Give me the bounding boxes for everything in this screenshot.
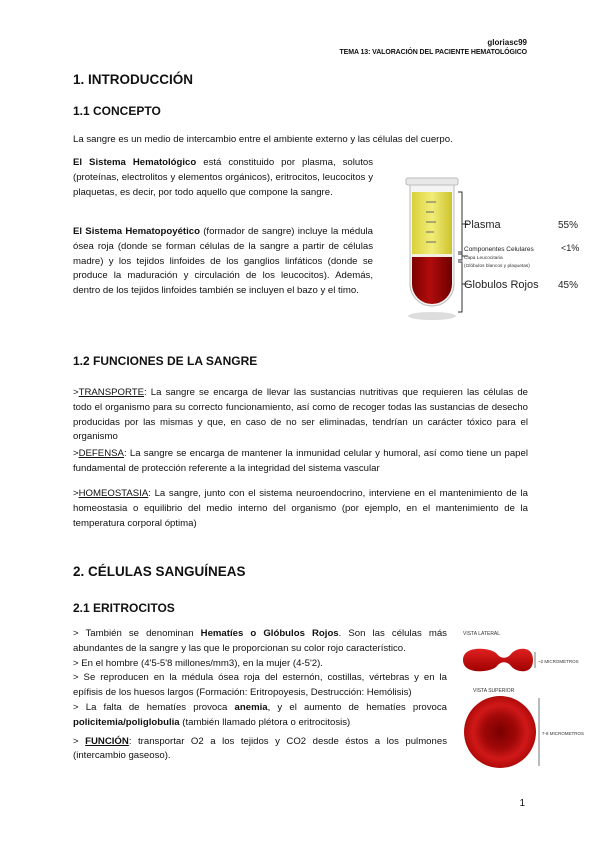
defensa-text: : La sangre se encarga de mantener la inmunidad celular y humoral, así como tiene un papel fundamental de protección referente a la integridad del sistema vascular [73, 448, 528, 474]
list-item: > También se denominan Hematíes o Glóbulos Rojos. Son las células más abundantes de la sangre y las que le proporcionan su color rojo característico. [73, 628, 447, 654]
buffy-coat-layer [412, 254, 452, 257]
red-cells-layer [412, 257, 452, 304]
superior-size-label: 7-8 MICROMETROS [542, 731, 585, 736]
hemato-paragraph [73, 156, 373, 200]
cells-sublabel-2: (Glóbulos blancos y plaquetas) [464, 264, 530, 269]
cells-percent: <1% [561, 243, 580, 253]
defensa-term: DEFENSA [78, 448, 124, 459]
homeostasia-paragraph: >HOMEOSTASIA: La sangre, junto con el sistema neuroendocrino, interviene en el mantenimiento de la homeostasia o equilibrio del medio interno del organismo (por ejemplo, en el mantenimiento de la temperatura corporal óptima) [73, 488, 528, 529]
list-item: > Se reproducen en la médula ósea roja del esternón, costillas, vértebras y en la epífisis de los huesos largos (Formación: Eritropoyesis, Destrucción: Hemólisis) [73, 672, 447, 699]
eritrocitos-list [73, 627, 447, 764]
lateral-view-label: VISTA LATERAL [463, 631, 501, 637]
functions-title: 1.2 FUNCIONES DE LA SANGRE [73, 354, 258, 368]
erythrocyte-figure [455, 626, 590, 776]
superior-view-label: VISTA SUPERIOR [473, 688, 515, 694]
defensa-paragraph: >DEFENSA: La sangre se encarga de mantener la inmunidad celular y humoral, así como tiene un papel fundamental de protección referente a la integridad del sistema vascular [73, 448, 528, 474]
rbc-percent: 45% [558, 280, 579, 291]
blood-tube-figure [398, 172, 588, 324]
homeostasia-text: : La sangre, junto con el sistema neuroendocrino, interviene en el mantenimiento de la homeostasia o equilibrio del medio interno del organismo (por ejemplo, en el mantenimiento de la temperatura corporal óptima) [73, 488, 528, 529]
hematopo-term: El Sistema Hematopoyético [73, 226, 200, 237]
transporte-term: TRANSPORTE [78, 387, 144, 398]
concept-title: 1.1 CONCEPTO [73, 104, 161, 118]
hemato-text: está constituido por plasma, solutos (proteínas, electrolitos y elementos orgánicos), eritrocitos, leucocitos y plaquetas, es decir, por todo aquello que compone la sangre. [73, 157, 373, 198]
intro-paragraph: La sangre es un medio de intercambio entre el ambiente externo y las células del cuerpo. [73, 134, 453, 145]
list-item: > En el hombre (4'5-5'8 millones/mm3), en la mujer (4-5'2). [73, 657, 323, 669]
eritrocitos-title: 2.1 ERITROCITOS [73, 601, 175, 615]
rbc-superior-view [464, 696, 536, 768]
cells-sublabel-1: Capa Leucocitaria [464, 256, 503, 261]
rbc-lateral-view [463, 649, 533, 672]
plasma-percent: 55% [558, 220, 579, 231]
section-1-title: 1. INTRODUCCIÓN [73, 72, 194, 87]
section-2-title: 2. CÉLULAS SANGUÍNEAS [73, 564, 246, 579]
rbc-label: Globulos Rojos [464, 279, 539, 291]
header-topic: TEMA 13: VALORACIÓN DEL PACIENTE HEMATOLÓGICO [339, 49, 527, 56]
plasma-layer [412, 192, 452, 254]
homeostasia-term: HOMEOSTASIA [78, 488, 149, 499]
hematopo-text: (formador de sangre) incluye la médula ósea roja (donde se forman células de la sangre a partir de células madre) y los tejidos linfoides de los ganglios linfáticos (donde se produce la maduración y circulación de los leucocitos). Además, dentro de los tejidos linfoides también se incluyen el bazo y el timo. [73, 226, 374, 297]
plasma-label: Plasma [464, 219, 501, 231]
lateral-size-label: ~2 MICROMETROS [538, 659, 579, 664]
hemato-term: El Sistema Hematológico [73, 157, 197, 168]
transporte-text: : La sangre se encarga de llevar las sustancias nutritivas que requieren las células de todo el organismo para su correcto funcionamiento, así como de recoger todas las sustancias de desecho producidas por las mismas y que, en caso de no ser eliminadas, tendrían un carácter tóxico para el organismo [73, 387, 528, 443]
header-author: gloriasc99 [487, 38, 527, 47]
list-item: > FUNCIÓN: transportar O2 a los tejidos y CO2 desde éstos a los pulmones (intercambio gaseoso). [73, 735, 447, 762]
cells-label: Componentes Celulares [464, 246, 534, 253]
list-item: > La falta de hematíes provoca anemia, y el aumento de hematíes provoca policitemia/poliglobulia (también llamado plétora o eritrocitosis) [73, 701, 447, 728]
hematopo-paragraph [73, 225, 373, 299]
transporte-paragraph: >TRANSPORTE: La sangre se encarga de llevar las sustancias nutritivas que requieren las células de todo el organismo para su correcto funcionamiento, así como de recoger todas las sustancias de desecho producidas por las mismas y que, en caso de no ser eliminadas, tendrían un carácter tóxico para el organismo [73, 387, 528, 443]
page-number: 1 [519, 798, 525, 809]
